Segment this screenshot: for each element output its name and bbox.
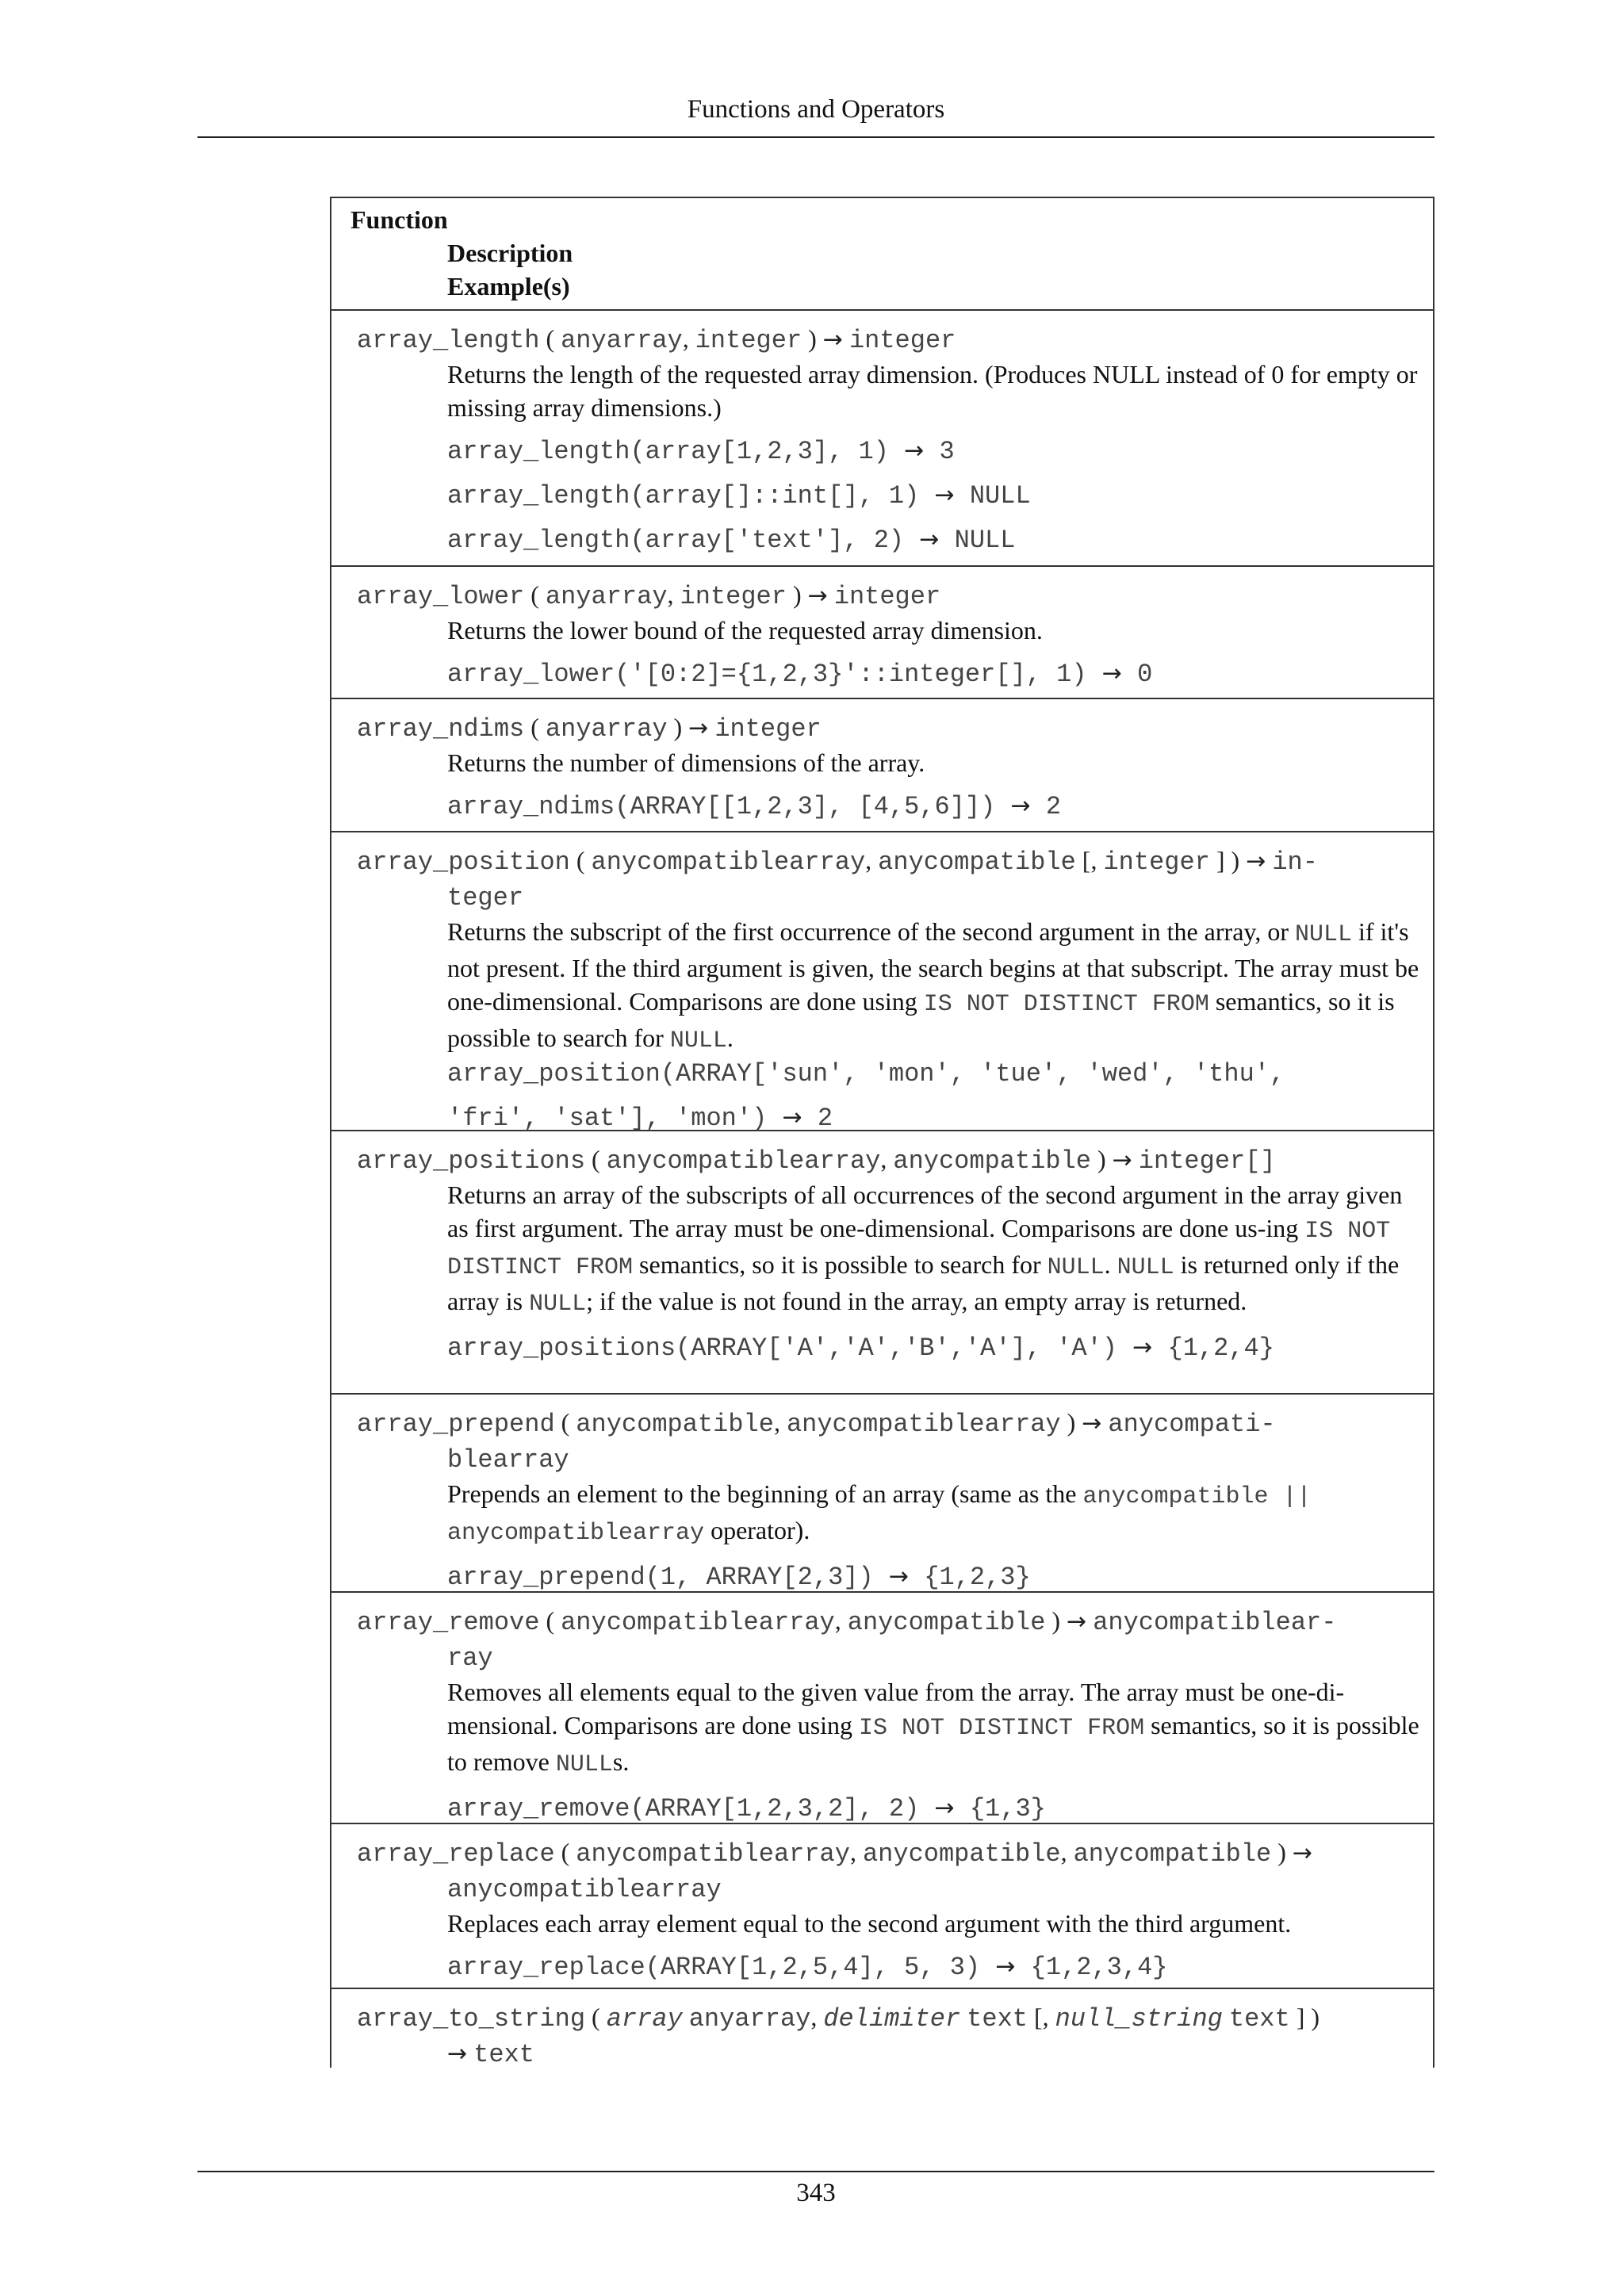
table-header-row [331,198,1433,311]
arrow-icon: → [919,526,940,553]
function-name: array_length [357,326,540,355]
example: array_ndims(ARRAY[[1,2,3], [4,5,6]]) → 2 [447,792,1062,821]
example: array_position(ARRAY['sun', 'mon', 'tue', 'wed', 'thu', [447,1059,1285,1089]
function-name: array_positions [357,1146,586,1176]
function-signature: array_replace ( anycompatiblearray, anycompatible, anycompatible ) → [357,1838,1313,1869]
arrow-icon: → [1292,1839,1313,1867]
arrow-icon: → [934,1794,955,1822]
function-description: Prepends an element to the beginning of an array (same as the anycompatible || anycompatiblearray operator). [447,1479,1312,1547]
example: array_length(array[1,2,3], 1) → 3 [447,437,955,466]
arrow-icon: → [995,1953,1016,1980]
header-rule [197,136,1434,138]
table-row [331,1824,1433,1989]
table-row [331,311,1433,567]
return-type: integer [833,582,941,611]
arrow-icon: → [1101,660,1122,687]
function-description: Returns the subscript of the first occurrence of the second argument in the array, or NULL if it's not present. If the third argument is given, the search begins at that subscript. The array must be one-dimensional. Comparisons are done using IS NOT DISTINCT FROM semantics, so it is possible to search for NULL. [447,917,1419,1054]
header-description: Description [447,239,573,267]
arrow-icon: → [1082,1410,1102,1437]
table-row [331,1131,1433,1395]
function-name: array_prepend [357,1410,555,1439]
function-description: Removes all elements equal to the given value from the array. The array must be one-di-mensional. Comparisons are done using IS NOT DISTINCT FROM semantics, so it is possible to remove NULLs. [447,1678,1419,1778]
function-name: array_position [357,848,570,877]
table-row [331,1593,1433,1824]
function-name: array_remove [357,1608,540,1637]
arrow-icon: → [822,326,843,354]
function-name: array_lower [357,582,525,611]
arrow-icon: → [1132,1334,1153,1361]
function-signature: array_positions ( anycompatiblearray, anycompatible ) → integer[] [357,1145,1276,1176]
return-type: anycompatiblearray [447,1875,722,1904]
example: array_positions(ARRAY['A','A','B','A'], 'A') → {1,2,4} [447,1334,1274,1363]
return-type: integer [848,326,956,355]
footer-rule [197,2171,1434,2172]
example: 'fri', 'sat'], 'mon') → 2 [447,1104,833,1133]
example: array_prepend(1, ARRAY[2,3]) → {1,2,3} [447,1563,1031,1592]
return-type-continued: blearray [447,1445,569,1475]
function-description: Returns an array of the subscripts of all occurrences of the second argument in the array given as first argument. The array must be one-dimensional. Comparisons are done us-ing IS NOT DISTINCT FROM semantics, so it is possible to search for NULL. NULL is returned only if the array is NULL; if the value is not found in the array, an empty array is returned. [447,1181,1403,1318]
arrow-icon: → [1246,848,1266,875]
return-type: anycompati- [1108,1410,1276,1439]
function-description: Returns the length of the requested array dimension. (Produces NULL instead of 0 for empty or missing array dimensions.) [447,360,1418,422]
arrow-icon: → [782,1104,802,1131]
arrow-icon: → [807,582,828,610]
function-signature: array_lower ( anyarray, integer ) → integer [357,580,941,611]
header-examples: Example(s) [447,272,570,300]
return-type-continued: ray [447,1644,493,1673]
function-table [330,197,1434,2068]
function-signature: array_prepend ( anycompatible, anycompatiblearray ) → anycompati- [357,1408,1276,1439]
function-description: Returns the number of dimensions of the array. [447,748,925,777]
page-header-title: Functions and Operators [687,95,945,124]
table-row [331,832,1433,1131]
header-function: Function [350,205,448,234]
table-row [331,567,1433,699]
example: array_lower('[0:2]={1,2,3}'::integer[], 1) → 0 [447,660,1153,689]
function-name: array_ndims [357,714,525,744]
return-type: in- [1272,848,1318,877]
function-description: Returns the lower bound of the requested array dimension. [447,616,1043,645]
arg-type: integer [695,326,802,355]
return-type: integer[] [1138,1146,1276,1176]
function-signature: array_ndims ( anyarray ) → integer [357,713,822,744]
example: array_remove(ARRAY[1,2,3,2], 2) → {1,3} [447,1794,1046,1823]
function-signature: array_remove ( anycompatiblearray, anycompatible ) → anycompatiblear- [357,1606,1337,1637]
return-type: text [473,2040,534,2068]
table-row [331,699,1433,832]
return-type-continued: teger [447,883,524,913]
arrow-icon: → [934,481,955,509]
function-signature: array_position ( anycompatiblearray, anycompatible [, integer ] ) → in- [357,846,1318,877]
return-type: anycompatiblear- [1093,1608,1337,1637]
table-row [331,1989,1433,2068]
return-type: integer [714,714,822,744]
arrow-icon: → [904,437,925,465]
function-signature: array_to_string ( array anyarray, delimiter text [, null_string text ] ) [357,2003,1320,2034]
arrow-icon: → [447,2040,468,2068]
page-number: 343 [796,2179,836,2207]
arrow-icon: → [1112,1146,1132,1174]
arrow-icon: → [688,714,709,742]
example: array_length(array['text'], 2) → NULL [447,526,1016,555]
arrow-icon: → [1067,1608,1087,1636]
function-description: Replaces each array element equal to the second argument with the third argument. [447,1909,1292,1938]
example: array_length(array[]::int[], 1) → NULL [447,481,1031,511]
arrow-icon: → [888,1563,910,1590]
function-signature: array_length ( anyarray, integer ) → integer [357,324,956,355]
table-row [331,1395,1433,1593]
arg-type: anyarray [561,326,683,355]
function-name: array_replace [357,1839,555,1869]
example: array_replace(ARRAY[1,2,5,4], 5, 3) → {1,2,3,4} [447,1953,1168,1982]
function-name: array_to_string [357,2004,586,2034]
arrow-icon: → [1010,792,1031,820]
